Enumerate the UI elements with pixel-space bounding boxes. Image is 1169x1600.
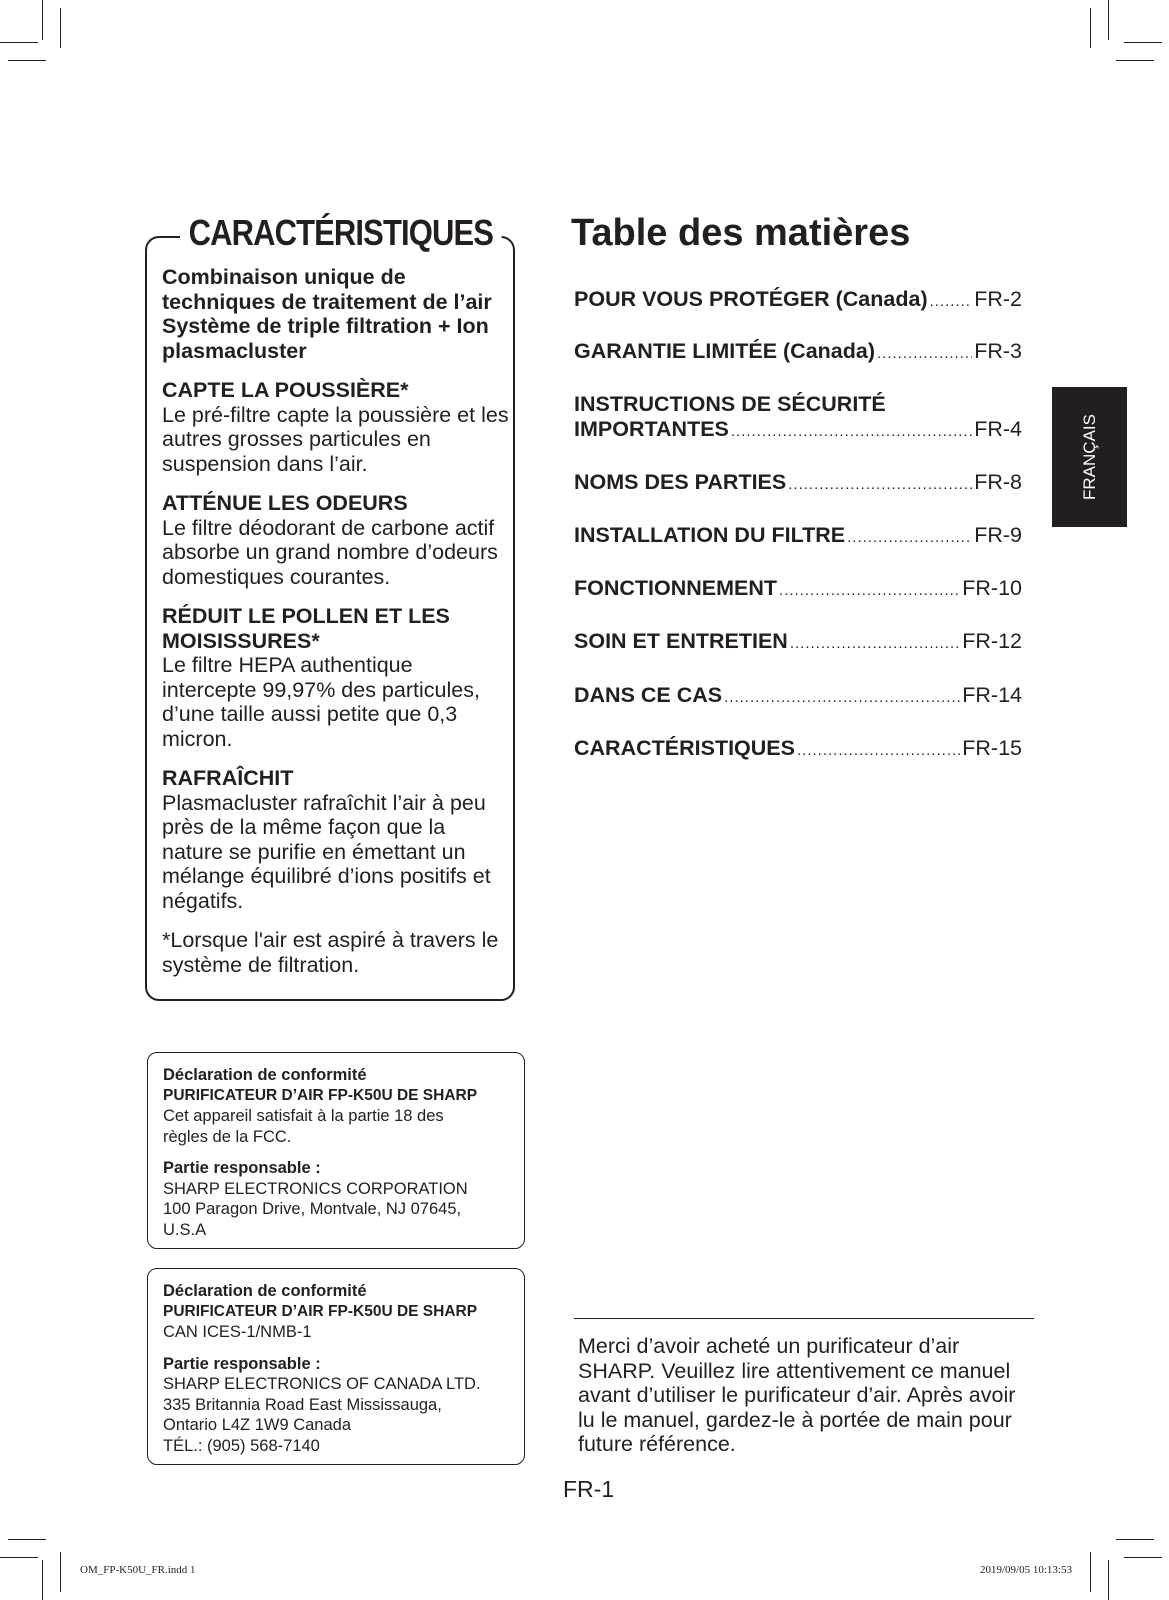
toc-entry-page: FR-12 xyxy=(962,629,1022,653)
address-line: U.S.A xyxy=(163,1220,207,1239)
address-line: SHARP ELECTRONICS OF CANADA LTD. xyxy=(163,1375,481,1393)
declaration-text-line: Cet appareil satisfait à la partie 18 des xyxy=(163,1107,444,1125)
crop-mark xyxy=(0,1557,38,1558)
declaration-title: Déclaration de conformité xyxy=(163,1066,367,1084)
toc-entry-page: FR-3 xyxy=(974,339,1022,363)
toc-entry-label: POUR VOUS PROTÉGER (Canada) xyxy=(574,287,928,311)
feature-item xyxy=(162,491,512,589)
language-tab-label: FRANÇAIS xyxy=(1079,414,1099,500)
toc-leader xyxy=(788,476,972,493)
crop-mark xyxy=(1090,1552,1091,1592)
feature-heading: ATTÉNUE LES ODEURS xyxy=(162,491,408,515)
toc-title: Table des matières xyxy=(571,212,911,254)
toc-entry-label: INSTALLATION DU FILTRE xyxy=(574,523,846,547)
crop-mark xyxy=(1124,42,1162,43)
page-number: FR-1 xyxy=(563,1476,615,1502)
toc-entry-label: FONCTIONNEMENT xyxy=(574,576,778,600)
crop-mark xyxy=(1108,1560,1109,1600)
feature-heading: RÉDUIT LE POLLEN ET LES MOISISSURES* xyxy=(162,604,450,653)
feature-body: Le pré-filtre capte la poussière et les autres grosses particules en suspension dans l’air. xyxy=(162,402,509,476)
crop-mark xyxy=(8,60,46,61)
toc-entry-label: SOIN ET ENTRETIEN xyxy=(574,629,788,653)
toc-entry[interactable] xyxy=(574,523,1022,548)
address-line: SHARP ELECTRONICS CORPORATION xyxy=(163,1179,468,1198)
toc-entry[interactable] xyxy=(574,339,1022,364)
crop-mark xyxy=(1116,60,1154,61)
address-line: 100 Paragon Drive, Montvale, NJ 07645, xyxy=(163,1200,462,1218)
toc-entry[interactable] xyxy=(574,470,1022,495)
responsible-party-label: Partie responsable : xyxy=(163,1354,321,1373)
feature-heading: RAFRAÎCHIT xyxy=(162,766,294,790)
toc-leader xyxy=(930,293,973,310)
address-line: TÉL.: (905) 568-7140 xyxy=(163,1436,320,1455)
thanks-text: Merci d’avoir acheté un purificateur d’air SHARP. Veuillez lire attentivement ce manuel avant d’utiliser le purificateur d’air. Après avoir lu le manuel, gardez-le à portée de main pour future référence. xyxy=(578,1334,1016,1456)
declaration-title: Déclaration de conformité xyxy=(163,1282,367,1300)
crop-mark xyxy=(42,0,43,40)
toc-entry-page: FR-14 xyxy=(962,683,1022,707)
slug-timestamp: 2019/09/05 10:13:53 xyxy=(980,1564,1072,1576)
feature-body: Plasmacluster rafraîchit l’air à peu près de la même façon que la nature se purifie en émettant un mélange équilibré d’ions positifs et négatifs. xyxy=(162,790,491,913)
toc-entry[interactable] xyxy=(574,417,1022,442)
toc-entry-label: IMPORTANTES xyxy=(574,417,729,441)
crop-mark xyxy=(60,8,61,48)
feature-body: Le filtre HEPA authentique intercepte 99,97% des particules, d’une taille aussi petite que 0,3 micron. xyxy=(162,653,480,751)
feature-heading: CAPTE LA POUSSIÈRE* xyxy=(162,378,409,402)
toc-leader xyxy=(790,635,960,652)
toc-entry[interactable] xyxy=(574,629,1022,654)
declaration-box-canada xyxy=(147,1268,525,1465)
toc-entry-label: CARACTÉRISTIQUES xyxy=(574,736,795,760)
toc-entry-page: FR-2 xyxy=(974,287,1022,311)
toc-entry-label-line1: INSTRUCTIONS DE SÉCURITÉ xyxy=(574,392,886,416)
thanks-divider xyxy=(574,1318,1034,1319)
crop-mark xyxy=(1124,1557,1162,1558)
toc-leader xyxy=(724,689,960,706)
declaration-box-fcc xyxy=(147,1052,525,1249)
declaration-product: PURIFICATEUR D’AIR FP-K50U DE SHARP xyxy=(163,1086,478,1104)
crop-mark xyxy=(0,42,38,43)
toc-leader xyxy=(731,423,972,440)
toc-entry[interactable] xyxy=(574,287,1022,312)
features-content xyxy=(162,265,512,977)
features-intro: Combinaison unique de techniques de traitement de l’air Système de triple filtration + Ion plasmacluster xyxy=(162,265,492,363)
address-line: Ontario L4Z 1W9 Canada xyxy=(163,1416,352,1434)
toc-leader xyxy=(797,742,960,759)
toc-leader xyxy=(877,345,972,362)
toc-entry-page: FR-15 xyxy=(962,736,1022,760)
features-title: CARACTÉRISTIQUES xyxy=(180,212,502,254)
feature-body: Le filtre déodorant de carbone actif absorbe un grand nombre d’odeurs domestiques courantes. xyxy=(162,515,498,589)
toc-entry[interactable] xyxy=(574,683,1022,708)
toc-leader xyxy=(779,582,960,599)
toc-entry-page: FR-9 xyxy=(974,523,1022,547)
crop-mark xyxy=(1090,8,1091,48)
declaration-text-line: règles de la FCC. xyxy=(163,1127,292,1146)
toc-entry-label: DANS CE CAS xyxy=(574,683,723,707)
toc-entry[interactable] xyxy=(574,736,1022,761)
feature-item xyxy=(162,766,512,913)
crop-mark xyxy=(1116,1539,1154,1540)
toc-entry-label: NOMS DES PARTIES xyxy=(574,470,787,494)
toc-entry-label: GARANTIE LIMITÉE (Canada) xyxy=(574,339,876,363)
crop-mark xyxy=(1108,0,1109,40)
crop-mark xyxy=(60,1552,61,1592)
declaration-product: PURIFICATEUR D’AIR FP-K50U DE SHARP xyxy=(163,1302,478,1320)
language-tab-label-wrap xyxy=(1052,387,1127,527)
toc-entry[interactable] xyxy=(574,576,1022,601)
feature-item xyxy=(162,378,512,476)
features-footnote: *Lorsque l'air est aspiré à travers le système de filtration. xyxy=(162,928,499,977)
address-line: 335 Britannia Road East Mississauga, xyxy=(163,1395,442,1414)
declaration-text-line: CAN ICES-1/NMB-1 xyxy=(163,1323,312,1341)
toc-entry-page: FR-10 xyxy=(962,576,1022,600)
crop-mark xyxy=(42,1560,43,1600)
crop-mark xyxy=(8,1539,46,1540)
toc-entry-page: FR-4 xyxy=(974,417,1022,441)
toc-entry-page: FR-8 xyxy=(974,470,1022,494)
toc-leader xyxy=(847,529,972,546)
feature-item xyxy=(162,604,512,751)
responsible-party-label: Partie responsable : xyxy=(163,1159,321,1177)
slug-filename: OM_FP-K50U_FR.indd 1 xyxy=(80,1564,196,1576)
